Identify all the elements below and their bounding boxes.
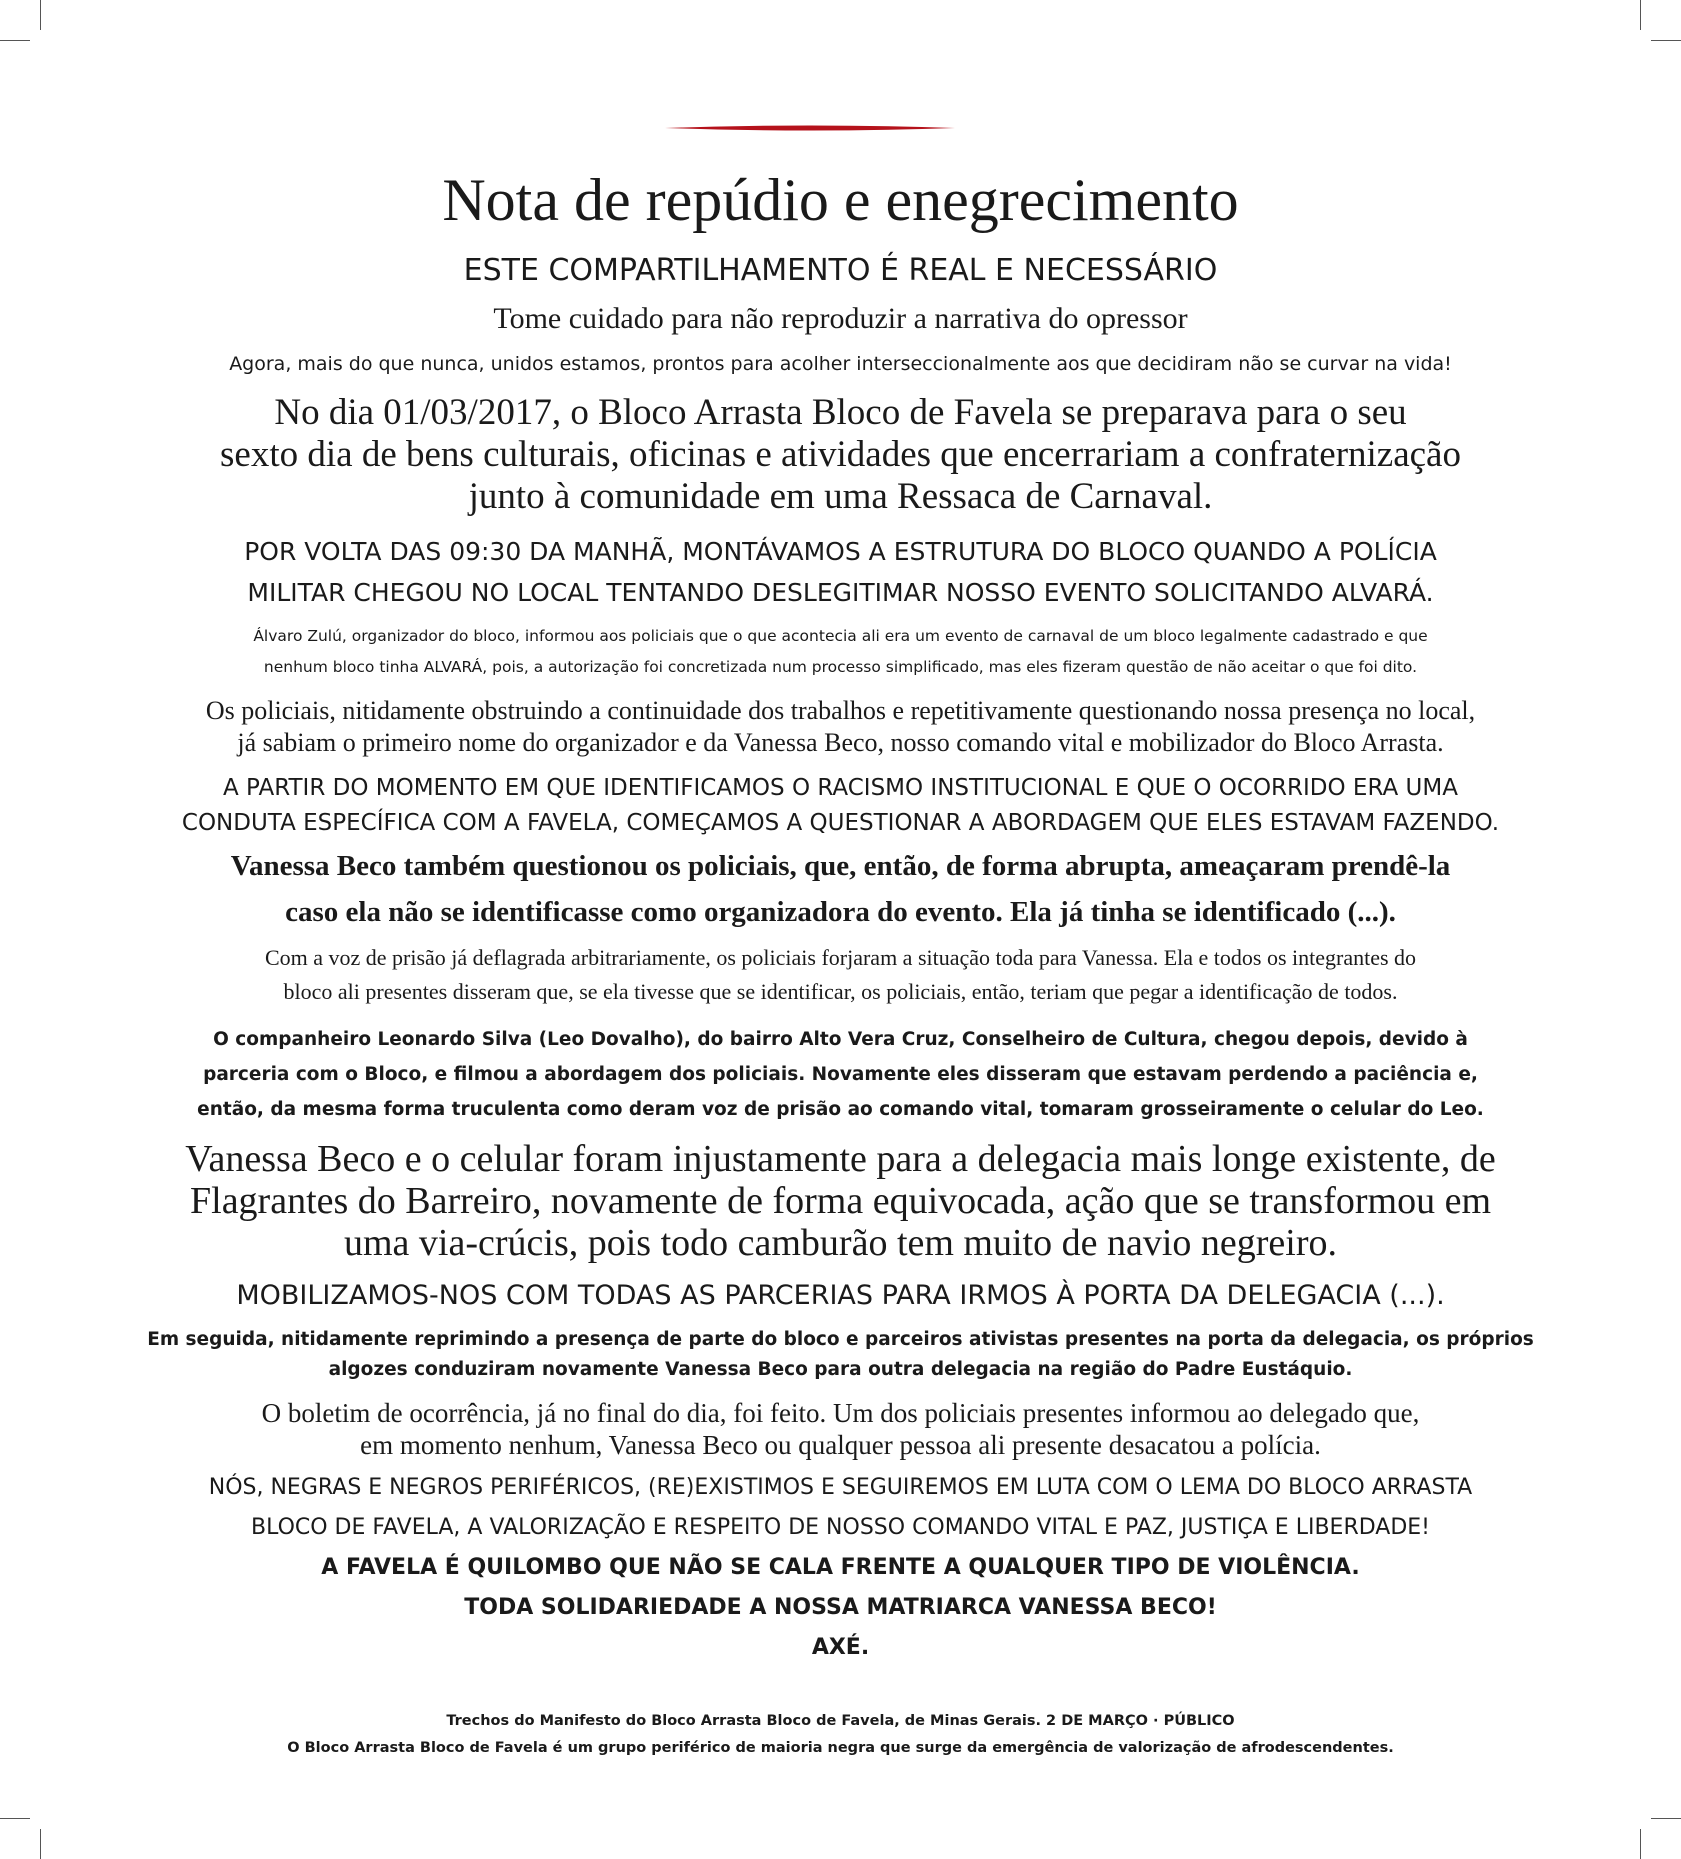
- subtitle-serif: Tome cuidado para não reproduzir a narrativa do opressor: [493, 302, 1188, 335]
- paragraph-12-line: O boletim de ocorrência, já no final do dia, foi feito. Um dos policiais presentes informou ao delegado que,: [261, 1398, 1420, 1428]
- crop-mark: [1651, 40, 1681, 41]
- paragraph-11-line: algozes conduziram novamente Vanessa Beco para outra delegacia na região do Padre Eustáquio.: [328, 1359, 1353, 1380]
- paragraph-8-line: parceria com o Bloco, e filmou a abordagem dos policiais. Novamente eles disseram que estavam perdendo a paciência e,: [203, 1064, 1478, 1085]
- paragraph-13-line: BLOCO DE FAVELA, A VALORIZAÇÃO E RESPEITO DE NOSSO COMANDO VITAL E PAZ, JUSTIÇA E LIBERDADE!: [251, 1515, 1430, 1540]
- crop-mark: [40, 1829, 41, 1859]
- subtitle-caps: ESTE COMPARTILHAMENTO É REAL E NECESSÁRIO: [463, 253, 1218, 288]
- crop-mark: [40, 0, 41, 30]
- closing-line: A FAVELA É QUILOMBO QUE NÃO SE CALA FRENTE A QUALQUER TIPO DE VIOLÊNCIA.: [321, 1555, 1360, 1580]
- crop-mark: [1640, 1829, 1641, 1859]
- paragraph-1-line: No dia 01/03/2017, o Bloco Arrasta Bloco de Favela se preparava para o seu: [274, 392, 1407, 433]
- paragraph-4-line: já sabiam o primeiro nome do organizador e da Vanessa Beco, nosso comando vital e mobilizador do Bloco Arrasta.: [237, 728, 1444, 757]
- intro-text: Agora, mais do que nunca, unidos estamos, prontos para acolher interseccionalmente aos que decidiram não se curvar na vida!: [229, 353, 1452, 375]
- paragraph-8-line: O companheiro Leonardo Silva (Leo Dovalho), do bairro Alto Vera Cruz, Conselheiro de Cultura, chegou depois, devido à: [213, 1029, 1468, 1050]
- paragraph-9-line: Vanessa Beco e o celular foram injustamente para a delegacia mais longe existente, de: [185, 1138, 1496, 1180]
- paragraph-3-line: nenhum bloco tinha ALVARÁ, pois, a autorização foi concretizada num processo simplificado, mas eles fizeram questão de não aceitar o que foi dito.: [263, 658, 1418, 676]
- crop-mark: [0, 1818, 30, 1819]
- crop-mark: [0, 40, 30, 41]
- paragraph-2-line: MILITAR CHEGOU NO LOCAL TENTANDO DESLEGITIMAR NOSSO EVENTO SOLICITANDO ALVARÁ.: [247, 578, 1434, 607]
- paragraph-11-line: Em seguida, nitidamente reprimindo a presença de parte do bloco e parceiros ativistas presentes na porta da delegacia, os próprios: [147, 1329, 1534, 1350]
- crop-mark: [1640, 0, 1641, 30]
- paragraph-5-line: CONDUTA ESPECÍFICA COM A FAVELA, COMEÇAMOS A QUESTIONAR A ABORDAGEM QUE ELES ESTAVAM FAZENDO.: [181, 810, 1500, 836]
- paragraph-13-line: NÓS, NEGRAS E NEGROS PERIFÉRICOS, (RE)EXISTIMOS E SEGUIREMOS EM LUTA COM O LEMA DO BLOCO ARRASTA: [208, 1475, 1473, 1500]
- paragraph-12-line: em momento nenhum, Vanessa Beco ou qualquer pessoa ali presente desacatou a polícia.: [360, 1430, 1321, 1460]
- paragraph-6-line: caso ela não se identificasse como organizadora do evento. Ela já tinha se identificado (...).: [285, 896, 1396, 928]
- footer-credit: Trechos do Manifesto do Bloco Arrasta Bloco de Favela, de Minas Gerais. 2 DE MARÇO · PÚBLICO: [446, 1713, 1235, 1729]
- paragraph-10: MOBILIZAMOS-NOS COM TODAS AS PARCERIAS PARA IRMOS À PORTA DA DELEGACIA (...).: [236, 1280, 1445, 1311]
- ornament-divider: [665, 124, 955, 132]
- footer-note: O Bloco Arrasta Bloco de Favela é um grupo periférico de maioria negra que surge da emergência de valorização de afrodescendentes.: [287, 1740, 1394, 1756]
- paragraph-5-line: A PARTIR DO MOMENTO EM QUE IDENTIFICAMOS O RACISMO INSTITUCIONAL E QUE O OCORRIDO ERA UMA: [223, 775, 1458, 801]
- closing-line: AXÉ.: [811, 1635, 870, 1660]
- paragraph-2-line: POR VOLTA DAS 09:30 DA MANHÃ, MONTÁVAMOS A ESTRUTURA DO BLOCO QUANDO A POLÍCIA: [244, 537, 1437, 566]
- paragraph-7-line: bloco ali presentes disseram que, se ela tivesse que se identificar, os policiais, então, teriam que pegar a identificação de todos.: [283, 979, 1398, 1004]
- closing-line: TODA SOLIDARIEDADE A NOSSA MATRIARCA VANESSA BECO!: [464, 1595, 1217, 1620]
- paragraph-6-line: Vanessa Beco também questionou os policiais, que, então, de forma abrupta, ameaçaram prendê-la: [230, 850, 1451, 882]
- paragraph-9-line: Flagrantes do Barreiro, novamente de forma equivocada, ação que se transformou em: [190, 1180, 1491, 1222]
- paragraph-1-line: sexto dia de bens culturais, oficinas e atividades que encerrariam a confraternização: [220, 434, 1461, 475]
- crop-mark: [1651, 1818, 1681, 1819]
- paragraph-4-line: Os policiais, nitidamente obstruindo a continuidade dos trabalhos e repetitivamente questionando nossa presença no local,: [205, 696, 1476, 725]
- paragraph-9-line: uma via-crúcis, pois todo camburão tem muito de navio negreiro.: [344, 1222, 1337, 1264]
- paragraph-3-line: Álvaro Zulú, organizador do bloco, informou aos policiais que o que acontecia ali era um evento de carnaval de um bloco legalmente cadastrado e que: [253, 627, 1428, 645]
- paragraph-1-line: junto à comunidade em uma Ressaca de Carnaval.: [468, 476, 1213, 517]
- page-title: Nota de repúdio e enegrecimento: [442, 167, 1239, 233]
- paragraph-8-line: então, da mesma forma truculenta como deram voz de prisão ao comando vital, tomaram grosseiramente o celular do Leo.: [197, 1099, 1484, 1120]
- paragraph-7-line: Com a voz de prisão já deflagrada arbitrariamente, os policiais forjaram a situação toda para Vanessa. Ela e todos os integrantes do: [264, 945, 1417, 970]
